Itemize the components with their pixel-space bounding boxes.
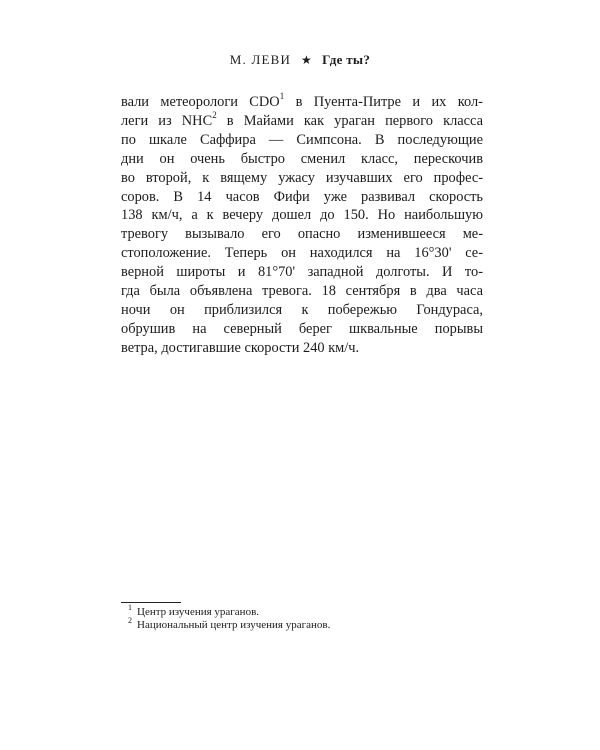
text-line: по шкале Саффира — Симпсона. В последующие — [121, 131, 483, 148]
body-text — [121, 93, 483, 358]
running-head — [0, 52, 600, 68]
text-line: стоположение. Теперь он находился на 16°30' се- — [121, 245, 483, 262]
text-line: дни он очень быстро сменил класс, перескочив — [121, 150, 483, 167]
text-line: вали метеорологи CDO$^1$ в Пуента-Питре и их кол- — [121, 91, 483, 110]
text-line: 138 км/ч, а к вечеру дошел до 150. Но наибольшую — [121, 207, 483, 224]
running-head-title: Где ты? — [322, 52, 371, 67]
text-line: верной широты и 81°70' западной долготы. И то- — [121, 264, 483, 281]
star-icon: ★ — [300, 53, 313, 67]
footnotes — [128, 603, 331, 632]
footnote-ref-2: 2 — [212, 110, 217, 121]
text-line: гда была объявлена тревога. 18 сентября в два часа — [121, 283, 483, 300]
text-line: тревогу вызывало его опасно изменившееся ме- — [121, 226, 483, 243]
text-line: ночи он приблизился к побережью Гондураса, — [121, 301, 483, 318]
footnote-2: $^2$ Национальный центр изучения ураганов. — [128, 616, 331, 631]
text-line: соров. В 14 часов Фифи уже развивал скорость — [121, 188, 483, 205]
text-line: во второй, к вящему ужасу изучавших его профес- — [121, 169, 483, 186]
text-line: леги из NHC$^2$ в Майами как ураган первого класса — [121, 110, 483, 129]
footnote-1: $^1$ Центр изучения ураганов. — [128, 603, 260, 618]
text-line: ветра, достигавшие скорости 240 км/ч. — [121, 339, 360, 356]
running-head-author: М. ЛЕВИ — [229, 52, 292, 67]
text-line: обрушив на северный берег шквальные порывы — [121, 320, 483, 337]
footnote-ref-1: 1 — [279, 91, 285, 102]
